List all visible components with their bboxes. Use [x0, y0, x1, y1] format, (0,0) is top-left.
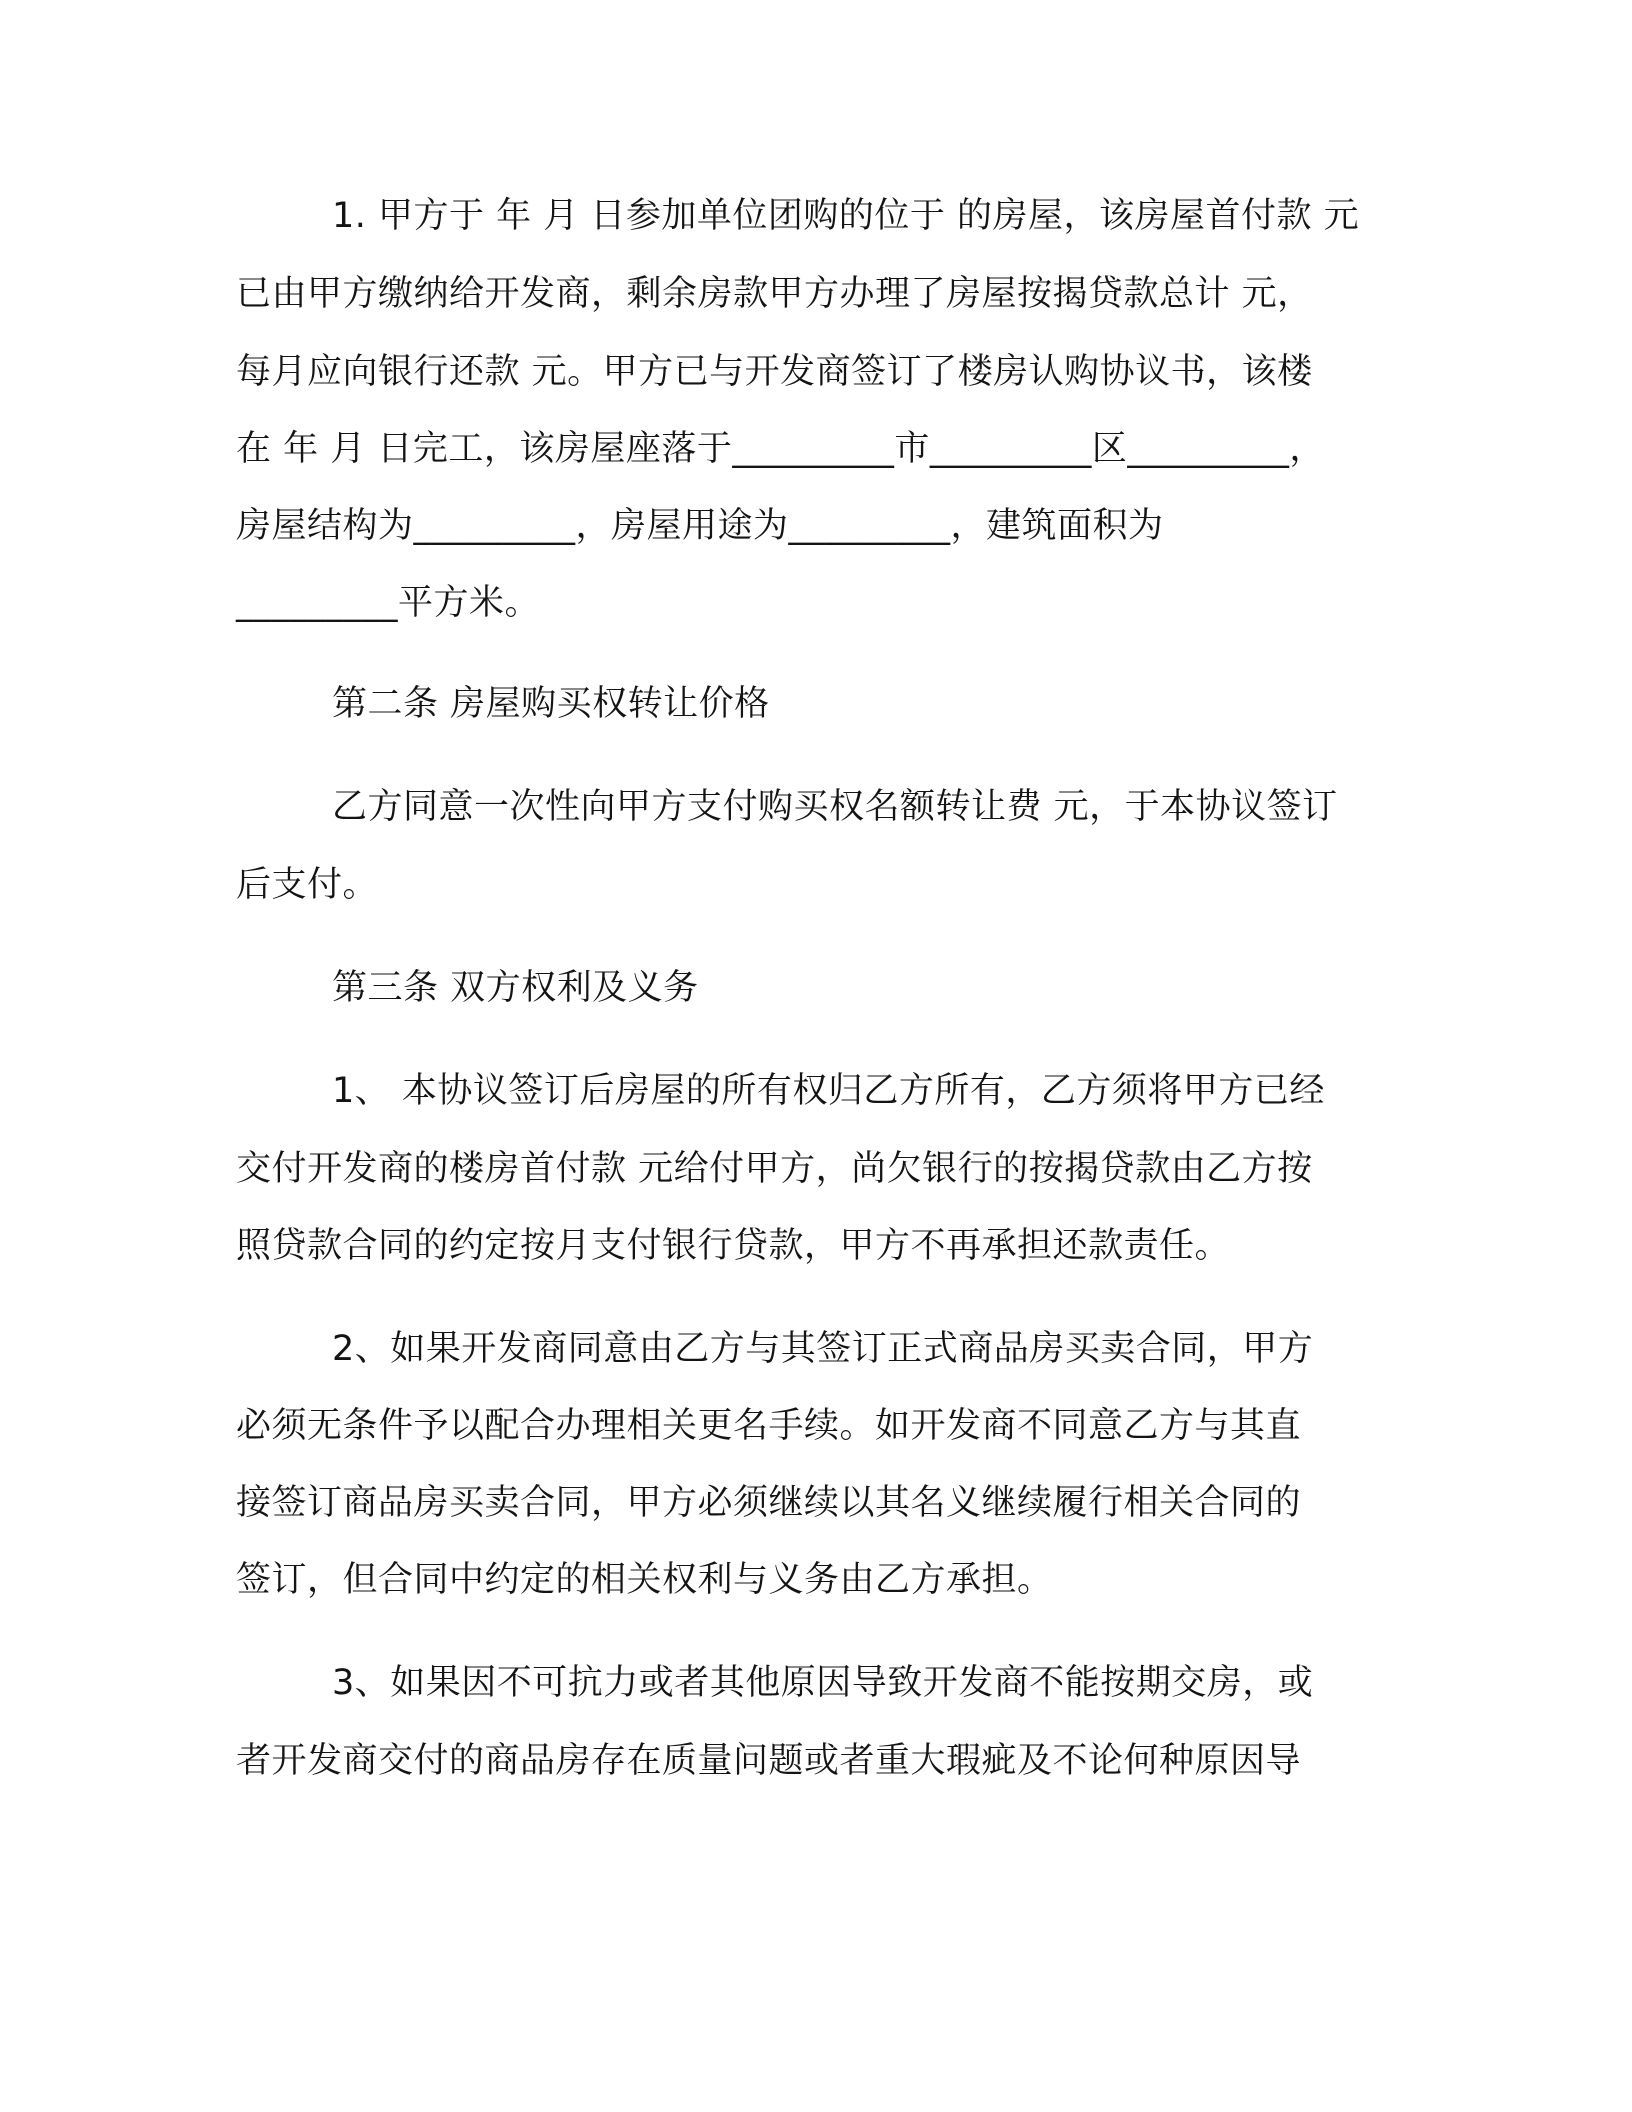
text-line: 1. 甲方于 年 月 日参加单位团购的位于 的房屋，该房屋首付款 元: [332, 196, 1360, 236]
text-line: 每月应向银行还款 元。甲方已与开发商签订了楼房认购协议书，该楼: [236, 352, 1313, 392]
text-line: 2、如果开发商同意由乙方与其签订正式商品房买卖合同，甲方: [332, 1329, 1314, 1369]
article-3-heading: 第三条 双方权利及义务: [332, 968, 699, 1008]
text-line: 者开发商交付的商品房存在质量问题或者重大瑕疵及不论何种原因导: [236, 1741, 1302, 1781]
text-line: 3、如果因不可抗力或者其他原因导致开发商不能按期交房，或: [332, 1663, 1314, 1703]
text-line: _________平方米。: [236, 583, 541, 623]
text-line: 交付开发商的楼房首付款 元给付甲方，尚欠银行的按揭贷款由乙方按: [236, 1149, 1313, 1189]
article-2-heading: 第二条 房屋购买权转让价格: [332, 684, 770, 724]
text-line: 已由甲方缴纳给开发商，剩余房款甲方办理了房屋按揭贷款总计 元，: [236, 274, 1313, 314]
text-line: 乙方同意一次性向甲方支付购买权名额转让费 元，于本协议签订: [332, 787, 1338, 827]
text-line: 在 年 月 日完工，该房屋座落于_________市_________区_________，: [236, 429, 1325, 469]
text-line: 1、 本协议签订后房屋的所有权归乙方所有，乙方须将甲方已经: [332, 1071, 1325, 1111]
text-line: 必须无条件予以配合办理相关更名手续。如开发商不同意乙方与其直: [236, 1406, 1302, 1446]
text-line: 房屋结构为_________，房屋用途为_________，建筑面积为: [236, 506, 1164, 546]
text-line: 接签订商品房买卖合同，甲方必须继续以其名义继续履行相关合同的: [236, 1483, 1302, 1523]
text-line: 签订，但合同中约定的相关权利与义务由乙方承担。: [236, 1560, 1053, 1600]
text-line: 后支付。: [236, 865, 379, 905]
text-line: 照贷款合同的约定按月支付银行贷款，甲方不再承担还款责任。: [236, 1226, 1231, 1266]
